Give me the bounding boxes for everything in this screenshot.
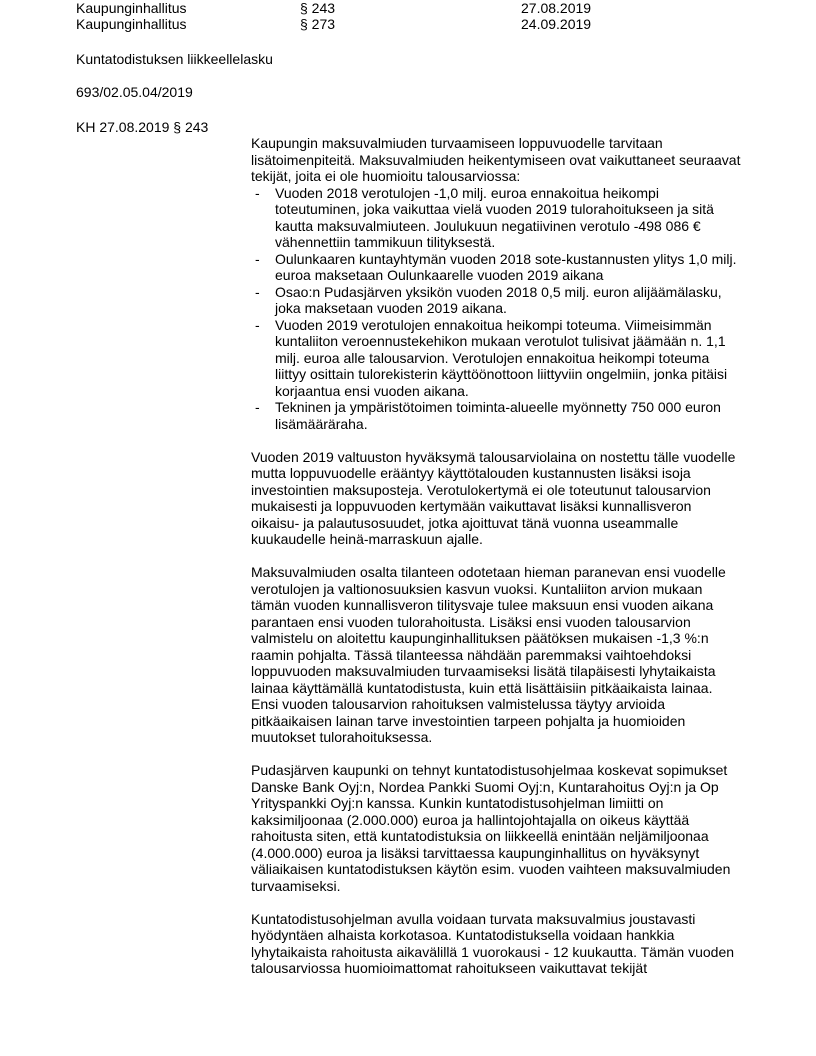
bullet-dash: -	[255, 283, 260, 300]
intro-paragraph: Kaupungin maksuvalmiuden turvaamiseen loppuvuodelle tarvitaan lisätoimenpiteitä. Maksuvalmiuden heikentymiseen ovat vaikuttaneet seuraavat tekijät, joita ei ole huomioitu talousarviossa:	[251, 135, 741, 184]
meeting-reference: KH 27.08.2019 § 243	[76, 119, 209, 135]
body-paragraph: Kuntatodistusohjelman avulla voidaan turvata maksuvalmius joustavasti hyödyntäen alhaista korkotasoa. Kuntatodistuksella voidaan hankkia lyhytaikaista rahoitusta aikavälillä 1 vuorokausi - 12 kuukautta. Tämän vuoden talousarviossa huomioimattomat rahoitukseen vaikuttavat tekijät	[251, 910, 735, 976]
body-paragraph: Vuoden 2019 valtuuston hyväksymä talousarviolaina on nostettu tälle vuodelle mutta loppuvuodelle erääntyy käyttötalouden kustannusten lisäksi isoja investointien maksuposteja. Verotulokertymä ei ole toteutunut talousarvion mukaisesti ja loppuvuoden kertymään vaikuttavat lisäksi kunnallisveron oikaisu- ja palautusosuudet, jotka ajoittuvat tänä vuonna useammalle kuukaudelle heinä-marraskuun ajalle.	[251, 448, 736, 547]
bullet-dash: -	[255, 184, 260, 201]
meeting-date: 27.08.2019	[521, 0, 592, 16]
bullet-dash: -	[255, 399, 260, 415]
bullet-dash: -	[255, 316, 260, 333]
list-item	[251, 399, 741, 432]
document-body	[251, 135, 741, 993]
bullet-dash: -	[255, 250, 260, 267]
decision-body: Kaupunginhallitus	[76, 16, 187, 32]
list-item-text: Vuoden 2019 verotulojen ennakoitua heikompi toteuma. Viimeisimmän kuntaliiton veroennustekehikon mukaan verotulot tulisivat jäämään n. 1,1 milj. euroa alle talousarvion. Verotulojen ennakoitua heikompi toteuma liittyy osittain tulorekisterin käyttöönottoon liittyviin ongelmiin, jonka pitäisi korjaantua ensi vuoden aikana.	[275, 316, 728, 399]
document-title: Kuntatodistuksen liikkeellelasku	[76, 51, 273, 67]
list-item-text: Osao:n Pudasjärven yksikön vuoden 2018 0,5 milj. euron alijäämälasku, joka maksetaan vuoden 2019 aikana.	[275, 283, 722, 316]
section-number: § 273	[300, 16, 336, 32]
header-row	[76, 16, 776, 33]
header-row	[76, 0, 776, 17]
body-paragraph: Maksuvalmiuden osalta tilanteen odotetaan hieman paranevan ensi vuodelle verotulojen ja valtionosuuksien kasvun vuoksi. Kuntaliiton arvion mukaan tämän vuoden kunnallisveron tilitysvaje tulee maksuun ensi vuoden aikana parantaen ensi vuoden tulorahoitusta. Lisäksi ensi vuoden talousarvion valmistelu on aloitettu kaupunginhallituksen päätöksen mukaisen -1,3 %:n raamin pohjalta. Tässä tilanteessa nähdään paremmaksi vaihtoehdoksi loppuvuoden maksuvalmiuden turvaamiseksi lisätä tilapäisesti lyhytaikaista lainaa käyttämällä kuntatodistusta, kuin että lisättäisiin pitkäaikaista lainaa. Ensi vuoden talousarvion rahoituksen valmistelussa täytyy arvioida pitkäaikaisen lainan tarve investointien tarpeen pohjalta ja huomioiden muutokset tulorahoituksessa.	[251, 564, 726, 745]
factor-list	[251, 185, 741, 433]
list-item	[251, 251, 741, 284]
list-item	[251, 185, 741, 251]
list-item	[251, 284, 741, 317]
list-item	[251, 317, 741, 400]
list-item-text: Vuoden 2018 verotulojen -1,0 milj. euroa ennakoitua heikompi toteutuminen, joka vaikuttaa vielä vuoden 2019 tulorahoitukseen ja sitä kautta maksuvalmiuteen. Joulukuun negatiivinen verotulo -498 086 € vähennettiin tammikuun tilityksestä.	[275, 184, 714, 250]
list-item-text: Tekninen ja ympäristötoimen toiminta-alueelle myönnetty 750 000 euron lisämääräraha.	[275, 399, 721, 432]
decision-body: Kaupunginhallitus	[76, 0, 187, 16]
meeting-date: 24.09.2019	[521, 16, 592, 32]
list-item-text: Oulunkaaren kuntayhtymän vuoden 2018 sote-kustannusten ylitys 1,0 milj. euroa maksetaan Oulunkaarelle vuoden 2019 aikana	[275, 250, 737, 283]
section-number: § 243	[300, 0, 336, 16]
case-number: 693/02.05.04/2019	[76, 84, 193, 100]
body-paragraph: Pudasjärven kaupunki on tehnyt kuntatodistusohjelmaa koskevat sopimukset Danske Bank Oyj:n, Nordea Pankki Suomi Oyj:n, Kuntarahoitus Oyj:n ja Op Yrityspankki Oyj:n kanssa. Kunkin kuntatodistusohjelman limiitti on kaksimiljoonaa (2.000.000) euroa ja hallintojohtajalla on oikeus käyttää rahoitusta siten, että kuntatodistuksia on liikkeellä enintään neljämiljoonaa (4.000.000) euroa ja lisäksi tarvittaessa kaupunginhallitus on hyväksynyt väliaikaisen kuntatodistuksen käytön esim. vuoden vaihteen maksuvalmiuden turvaamiseksi.	[251, 762, 731, 894]
